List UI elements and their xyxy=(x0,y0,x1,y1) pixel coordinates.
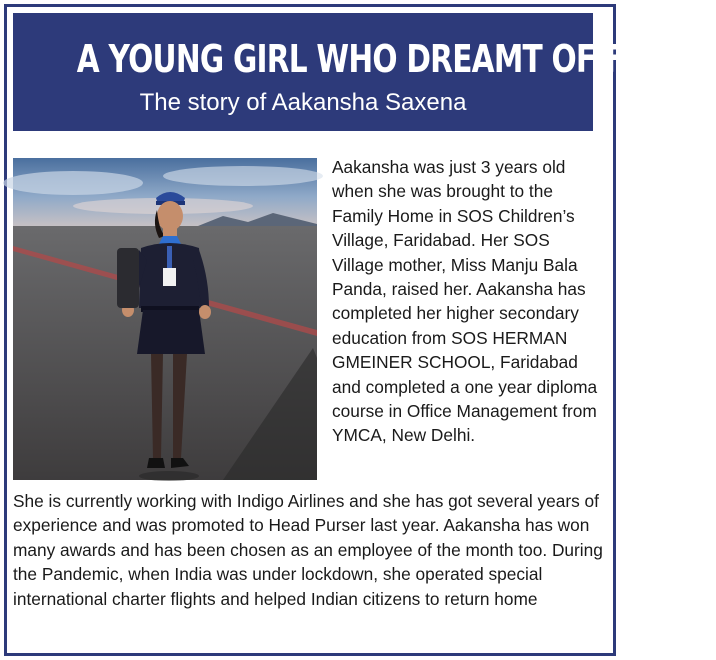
intro-paragraph: Aakansha was just 3 years old when she was brought to the Family Home in SOS Children’s Village, Faridabad. Her SOS Village mother, Miss Manju Bala Panda, raised her. Aakansha has completed her higher secondary education from SOS HERMAN GMEINER SCHOOL, Faridabad and completed a one year diploma course in Office Management from YMCA, New Delhi. xyxy=(332,157,598,446)
page-title: A YOUNG GIRL WHO DREAMT OF FLYING xyxy=(76,37,716,81)
title-banner xyxy=(13,13,716,131)
flight-attendant-photo xyxy=(13,158,317,480)
career-paragraph: She is currently working with Indigo Airlines and she has got several years of experience and was promoted to Head Purser last year. Aakansha has won many awards and has been chosen as an employee of the month too. During the Pandemic, when India was under lockdown, she operated special international charter flights and helped Indian citizens to return home xyxy=(13,491,603,609)
page-subtitle: The story of Aakansha Saxena xyxy=(139,89,467,116)
